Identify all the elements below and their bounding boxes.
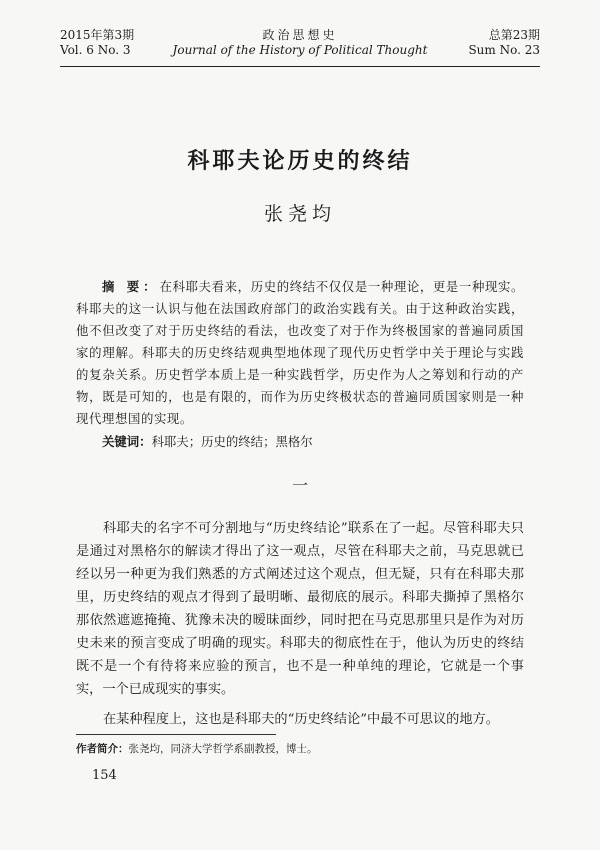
footnote-rule	[76, 734, 276, 735]
journal-name-en: Journal of the History of Political Thought	[172, 43, 428, 57]
abstract	[76, 276, 524, 430]
running-header	[60, 28, 540, 62]
issue-en: Vol. 6 No. 3	[60, 43, 131, 57]
footnote-label: 作者简介：	[76, 743, 129, 755]
section-number: 一	[291, 476, 308, 495]
body-paragraph-1: 科耶夫的名字不可分割地与“历史终结论”联系在了一起。尽管科耶夫只是通过对黑格尔的解读才得出了这一观点，尽管在科耶夫之前，马克思就已经以另一种更为我们熟悉的方式阐述过这个观点，但无疑，只有在科耶夫那里，历史终结的观点才得到了最明晰、最彻底的展示。科耶夫撕掉了黑格尔那依然遮遮掩掩、犹豫未决的暧昧面纱，同时把在马克思那里只是作为对历史未来的预言变成了明确的现实。科耶夫的彻底性在于，他认为历史的终结既不是一个有待将来应验的预言，也不是一种单纯的理论，它就是一个事实，一个已成现实的事实。	[76, 521, 524, 697]
abstract-label: 摘 要：	[102, 279, 160, 294]
body-paragraph-2: 在某种程度上，这也是科耶夫的“历史终结论”中最不可思议的地方。	[103, 712, 499, 727]
keywords-text: 科耶夫；历史的终结；黑格尔	[151, 434, 313, 449]
author-footnote	[76, 742, 524, 756]
sum-cn: 总第23期	[488, 28, 540, 42]
footnote-text: 张尧均，同济大学哲学系副教授，博士。	[128, 743, 318, 755]
sum-info	[468, 28, 540, 58]
article-title: 科耶夫论历史的终结	[187, 149, 413, 174]
article-author: 张尧均	[263, 203, 336, 225]
header-rule	[60, 66, 540, 67]
abstract-text: 在科耶夫看来，历史的终结不仅仅是一种理论，更是一种现实。科耶夫的这一认识与他在法国政府部门的政治实践有关。由于这种政治实践，他不但改变了对于历史终结的看法，也改变了对于作为终极国家的普遍同质国家的理解。科耶夫的历史终结观典型地体现了现代历史哲学中关于理论与实践的复杂关系。历史哲学本质上是一种实践哲学，历史作为人之筹划和行动的产物，既是可知的，也是有限的，而作为历史终极状态的普遍同质国家则是一种现代理想国的实现。	[76, 279, 524, 426]
journal-name-cn: 政治思想史	[262, 28, 338, 42]
body-text	[76, 517, 524, 731]
keywords	[102, 432, 524, 452]
page-number: 154	[92, 768, 117, 783]
issue-cn: 2015年第3期	[60, 28, 135, 42]
sum-en: Sum No. 23	[468, 43, 540, 57]
keywords-label: 关键词：	[102, 434, 152, 449]
